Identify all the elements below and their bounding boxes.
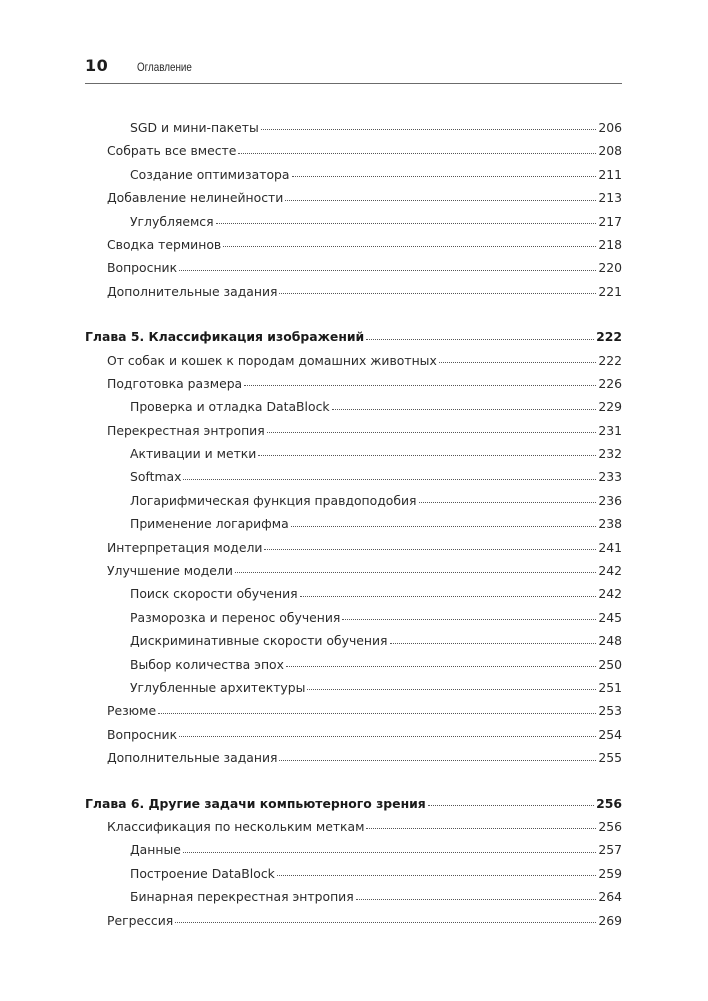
toc-entry[interactable] [85,653,622,676]
dot-leader [286,665,596,667]
dot-leader [277,874,597,876]
dot-leader [356,898,597,900]
toc-entry-page-number: 222 [598,352,622,368]
toc-entry-page-number: 226 [598,375,622,391]
table-of-contents [85,116,622,932]
toc-entry-title: Разморозка и перенос обучения [130,609,341,625]
toc-entry-page-number: 221 [598,283,622,299]
dot-leader [179,269,596,271]
toc-entry[interactable] [85,815,622,838]
toc-entry-title: Поиск скорости обучения [130,586,298,602]
dot-leader [216,222,597,224]
toc-entry-page-number: 238 [598,516,622,532]
toc-entry-title: От собак и кошек к породам домашних животных [107,352,437,368]
toc-entry-title: Улучшение модели [107,563,233,579]
toc-entry[interactable] [85,512,622,535]
toc-entry-page-number: 220 [598,260,622,276]
toc-entry-page-number: 245 [598,609,622,625]
toc-entry[interactable] [85,606,622,629]
dot-leader [300,595,597,597]
toc-group-chapter-6 [85,792,622,932]
toc-entry[interactable] [85,465,622,488]
dot-leader [307,688,596,690]
toc-entry[interactable] [85,723,622,746]
toc-entry-title: Проверка и отладка DataBlock [130,399,330,415]
dot-leader [342,618,596,620]
dot-leader [366,827,596,829]
toc-entry[interactable] [85,489,622,512]
toc-entry[interactable] [85,116,622,139]
toc-entry-title: Вопросник [107,726,178,742]
dot-leader [238,152,596,154]
toc-entry-title: Классификация по нескольким меткам [107,818,365,834]
toc-entry[interactable] [85,349,622,372]
toc-entry[interactable] [85,862,622,885]
toc-entry[interactable] [85,186,622,209]
toc-entry-page-number: 256 [598,818,622,834]
toc-entry-page-number: 248 [598,633,622,649]
dot-leader [366,338,594,340]
dot-leader [279,759,596,761]
dot-leader [179,735,596,737]
toc-entry-title: SGD и мини-пакеты [130,120,259,135]
dot-leader [390,642,597,644]
dot-leader [267,431,597,433]
dot-leader [292,175,597,177]
toc-entry-page-number: 236 [598,492,622,508]
toc-entry-page-number: 253 [598,703,622,719]
toc-entry-page-number: 241 [598,539,622,555]
toc-chapter-entry[interactable] [85,792,622,815]
toc-entry[interactable] [85,559,622,582]
toc-entry-page-number: 208 [598,143,622,159]
toc-entry-page-number: 264 [598,889,622,905]
toc-entry-page-number: 213 [598,190,622,206]
toc-chapter-entry[interactable] [85,325,622,348]
toc-entry-title: Сводка терминов [107,236,222,252]
toc-entry-title: Данные [130,842,181,858]
toc-entry-page-number: 254 [598,726,622,742]
toc-entry-title: Вопросник [107,260,178,276]
dot-leader [428,804,594,806]
toc-entry-page-number: 232 [598,446,622,462]
toc-entry-page-number: 218 [598,236,622,252]
toc-entry-title: Активации и метки [130,446,257,462]
toc-entry-title: Резюме [107,703,157,719]
toc-entry-title: Глава 6. Другие задачи компьютерного зрения [85,795,426,811]
dot-leader [332,408,597,410]
toc-entry-title: Выбор количества эпох [130,656,284,672]
toc-entry-title: Создание оптимизатора [130,166,290,182]
page-number: 10 [85,56,109,75]
toc-entry[interactable] [85,582,622,605]
toc-entry[interactable] [85,233,622,256]
toc-entry-page-number: 206 [598,120,622,135]
toc-entry-page-number: 242 [598,563,622,579]
toc-entry-title: Углубленные архитектуры [130,679,306,695]
dot-leader [285,199,596,201]
toc-entry-title: Собрать все вместе [107,143,237,159]
toc-entry[interactable] [85,746,622,769]
dot-leader [183,851,596,853]
dot-leader [258,454,596,456]
dot-leader [279,292,596,294]
toc-entry-title: Глава 5. Классификация изображений [85,329,365,345]
chapter-gap [85,303,622,325]
toc-entry[interactable] [85,442,622,465]
toc-entry-title: Дискриминативные скорости обучения [130,633,388,649]
toc-entry[interactable] [85,163,622,186]
dot-leader [235,571,596,573]
toc-entry-page-number: 251 [598,679,622,695]
toc-entry[interactable] [85,909,622,932]
toc-entry-page-number: 242 [598,586,622,602]
toc-entry[interactable] [85,256,622,279]
toc-entry-title: Углубляемся [130,213,214,229]
page-header [85,55,622,84]
toc-entry-page-number: 211 [598,166,622,182]
dot-leader [244,384,596,386]
dot-leader [223,245,596,247]
dot-leader [158,712,596,714]
dot-leader [261,128,597,130]
toc-entry-title: Регрессия [107,912,174,928]
toc-group-continued [85,116,622,303]
toc-entry-title: Дополнительные задания [107,283,278,299]
toc-entry[interactable] [85,395,622,418]
toc-entry-page-number: 217 [598,213,622,229]
toc-entry[interactable] [85,536,622,559]
toc-entry[interactable] [85,139,622,162]
toc-entry-page-number: 256 [596,795,622,811]
toc-entry-title: Интерпретация модели [107,539,263,555]
toc-entry-page-number: 231 [598,422,622,438]
toc-entry-title: Добавление нелинейности [107,190,284,206]
toc-entry[interactable] [85,210,622,233]
toc-entry-title: Бинарная перекрестная энтропия [130,889,354,905]
toc-entry-page-number: 229 [598,399,622,415]
toc-entry[interactable] [85,885,622,908]
toc-entry-page-number: 269 [598,912,622,928]
toc-entry-title: Применение логарифма [130,516,289,532]
running-title: Оглавление [137,60,192,74]
toc-entry-page-number: 222 [596,329,622,345]
toc-entry-title: Softmax [130,469,182,485]
toc-entry-page-number: 255 [598,750,622,766]
toc-entry-title: Логарифмическая функция правдоподобия [130,492,417,508]
chapter-gap [85,770,622,792]
toc-entry-title: Перекрестная энтропия [107,422,265,438]
toc-entry-page-number: 250 [598,656,622,672]
toc-entry-page-number: 259 [598,865,622,881]
toc-entry-page-number: 257 [598,842,622,858]
toc-entry-title: Дополнительные задания [107,750,278,766]
dot-leader [175,921,596,923]
toc-entry[interactable] [85,838,622,861]
toc-entry[interactable] [85,419,622,442]
dot-leader [439,361,597,363]
toc-entry[interactable] [85,676,622,699]
toc-entry-title: Подготовка размера [107,375,243,391]
dot-leader [291,525,597,527]
toc-entry-page-number: 233 [598,469,622,485]
dot-leader [183,478,596,480]
toc-entry[interactable] [85,699,622,722]
dot-leader [264,548,596,550]
dot-leader [419,501,597,503]
toc-group-chapter-5 [85,325,622,769]
toc-entry[interactable] [85,280,622,303]
toc-entry-title: Построение DataBlock [130,865,275,881]
toc-entry[interactable] [85,629,622,652]
toc-entry[interactable] [85,372,622,395]
